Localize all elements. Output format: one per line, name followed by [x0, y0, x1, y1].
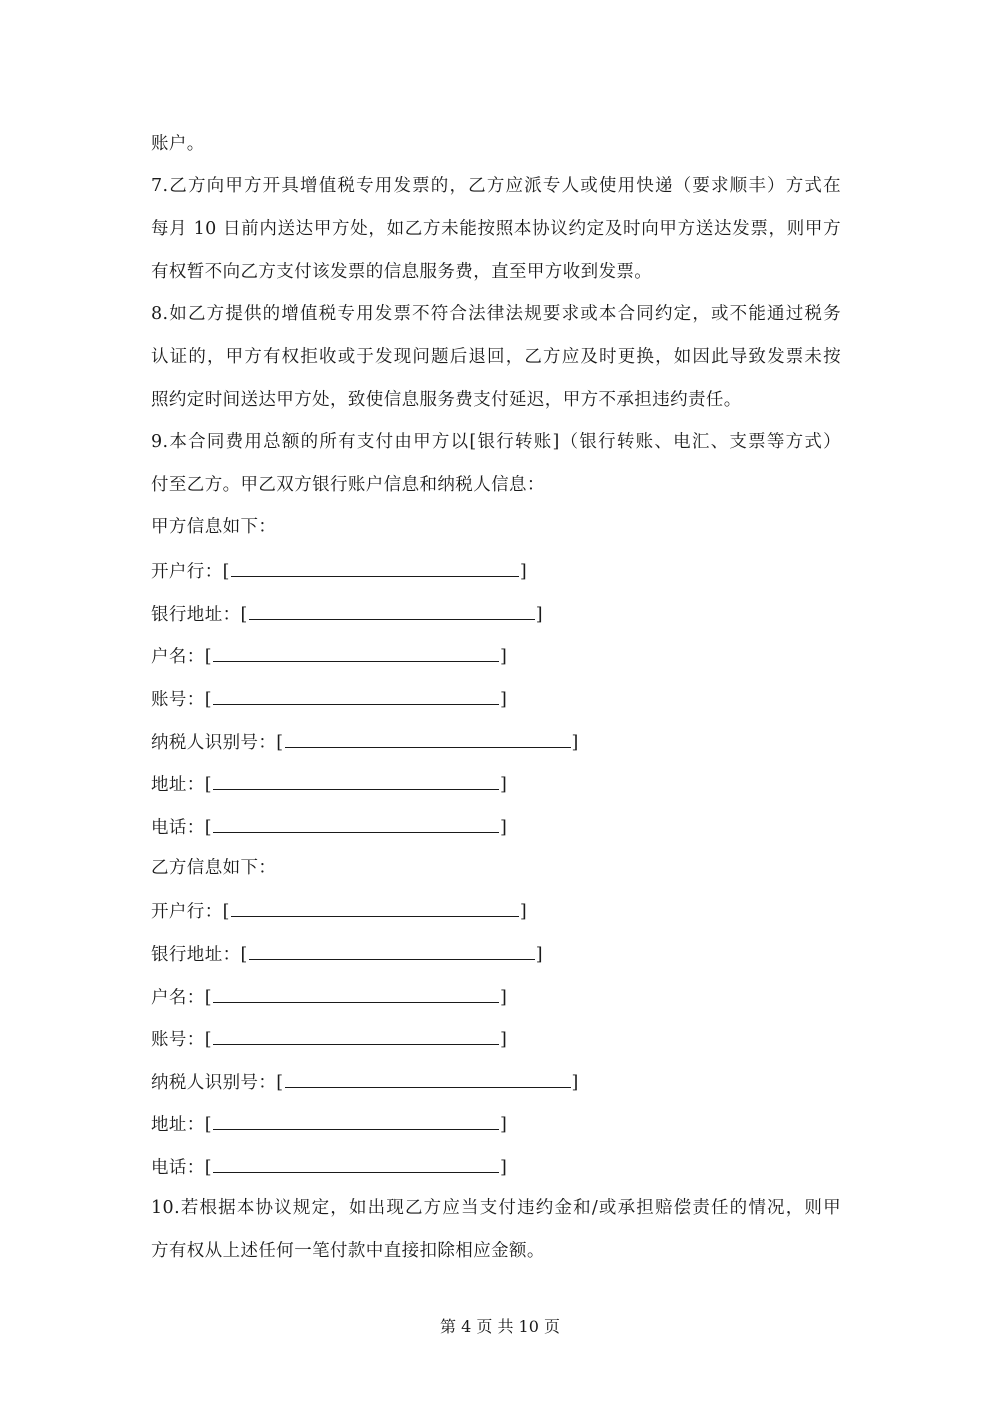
bank-blank-field[interactable]: [231, 898, 519, 917]
party-a-taxpayer-id-row: [151, 729, 579, 755]
close-bracket: ]: [535, 945, 543, 965]
party-a-bank-address-row: [151, 601, 543, 627]
field-label: 纳税人识别号：[: [151, 733, 284, 753]
close-bracket: ]: [499, 690, 508, 710]
party-b-bank-address-row: [151, 941, 543, 967]
close-bracket: ]: [535, 605, 543, 625]
close-bracket: ]: [499, 988, 508, 1008]
field-label: 地址：[: [151, 775, 212, 795]
page-number: 第 4 页 共 10 页: [440, 1317, 560, 1336]
close-bracket: ]: [519, 902, 528, 922]
clause-10-line-2: 方有权从上述任何一笔付款中直接扣除相应金额。: [151, 1241, 545, 1261]
clause-7-line-1: 7.乙方向甲方开具增值税专用发票的，乙方应派专人或使用快递（要求顺丰）方式在: [151, 176, 841, 196]
account-name-blank-field[interactable]: [213, 984, 499, 1003]
phone-blank-field[interactable]: [213, 814, 499, 833]
party-a-account-name-row: [151, 643, 507, 669]
party-a-phone-row: [151, 814, 507, 840]
field-label: 银行地址：[: [151, 605, 248, 625]
field-label: 账号：[: [151, 1030, 212, 1050]
close-bracket: ]: [519, 562, 528, 582]
field-label: 电话：[: [151, 818, 212, 838]
close-bracket: ]: [499, 1115, 508, 1135]
field-label: 地址：[: [151, 1115, 212, 1135]
address-blank-field[interactable]: [213, 771, 499, 790]
close-bracket: ]: [499, 1158, 508, 1178]
close-bracket: ]: [499, 647, 508, 667]
party-b-account-name-row: [151, 984, 507, 1010]
field-label: 银行地址：[: [151, 945, 248, 965]
close-bracket: ]: [571, 733, 579, 753]
field-label: 户名：[: [151, 647, 212, 667]
bank-blank-field[interactable]: [231, 558, 519, 577]
party-b-heading: 乙方信息如下：: [151, 858, 277, 878]
account-number-blank-field[interactable]: [213, 1026, 499, 1045]
close-bracket: ]: [499, 818, 508, 838]
clause-8-line-2: 认证的，甲方有权拒收或于发现问题后退回，乙方应及时更换，如因此导致发票未按: [151, 347, 841, 367]
party-b-taxpayer-id-row: [151, 1069, 579, 1095]
field-label: 开户行：[: [151, 902, 230, 922]
close-bracket: ]: [499, 1030, 508, 1050]
bank-address-blank-field[interactable]: [249, 941, 535, 960]
account-number-blank-field[interactable]: [213, 686, 499, 705]
party-b-address-row: [151, 1111, 507, 1137]
clause-9-line-2: 付至乙方。甲乙双方银行账户信息和纳税人信息：: [151, 475, 545, 495]
party-a-bank-row: [151, 558, 527, 584]
taxpayer-id-blank-field[interactable]: [285, 729, 571, 748]
field-label: 电话：[: [151, 1158, 212, 1178]
bank-address-blank-field[interactable]: [249, 601, 535, 620]
clause-8-line-3: 照约定时间送达甲方处，致使信息服务费支付延迟，甲方不承担违约责任。: [151, 390, 742, 410]
phone-blank-field[interactable]: [213, 1154, 499, 1173]
paragraph-line: 账户。: [151, 134, 205, 154]
party-b-phone-row: [151, 1154, 507, 1180]
party-a-heading: 甲方信息如下：: [151, 517, 277, 537]
account-name-blank-field[interactable]: [213, 643, 499, 662]
taxpayer-id-blank-field[interactable]: [285, 1069, 571, 1088]
party-a-address-row: [151, 771, 507, 797]
field-label: 纳税人识别号：[: [151, 1073, 284, 1093]
field-label: 开户行：[: [151, 562, 230, 582]
address-blank-field[interactable]: [213, 1111, 499, 1130]
clause-10-line-1: 10.若根据本协议规定，如出现乙方应当支付违约金和/或承担赔偿责任的情况，则甲: [151, 1198, 841, 1218]
close-bracket: ]: [571, 1073, 579, 1093]
field-label: 户名：[: [151, 988, 212, 1008]
party-b-bank-row: [151, 898, 527, 924]
party-a-account-number-row: [151, 686, 507, 712]
clause-7-line-2: 每月 10 日前内送达甲方处，如乙方未能按照本协议约定及时向甲方送达发票，则甲方: [151, 219, 841, 239]
party-b-account-number-row: [151, 1026, 507, 1052]
clause-9-line-1: 9.本合同费用总额的所有支付由甲方以[银行转账]（银行转账、电汇、支票等方式）: [151, 432, 841, 452]
close-bracket: ]: [499, 775, 508, 795]
clause-8-line-1: 8.如乙方提供的增值税专用发票不符合法律法规要求或本合同约定，或不能通过税务: [151, 304, 841, 324]
field-label: 账号：[: [151, 690, 212, 710]
clause-7-line-3: 有权暂不向乙方支付该发票的信息服务费，直至甲方收到发票。: [151, 262, 653, 282]
